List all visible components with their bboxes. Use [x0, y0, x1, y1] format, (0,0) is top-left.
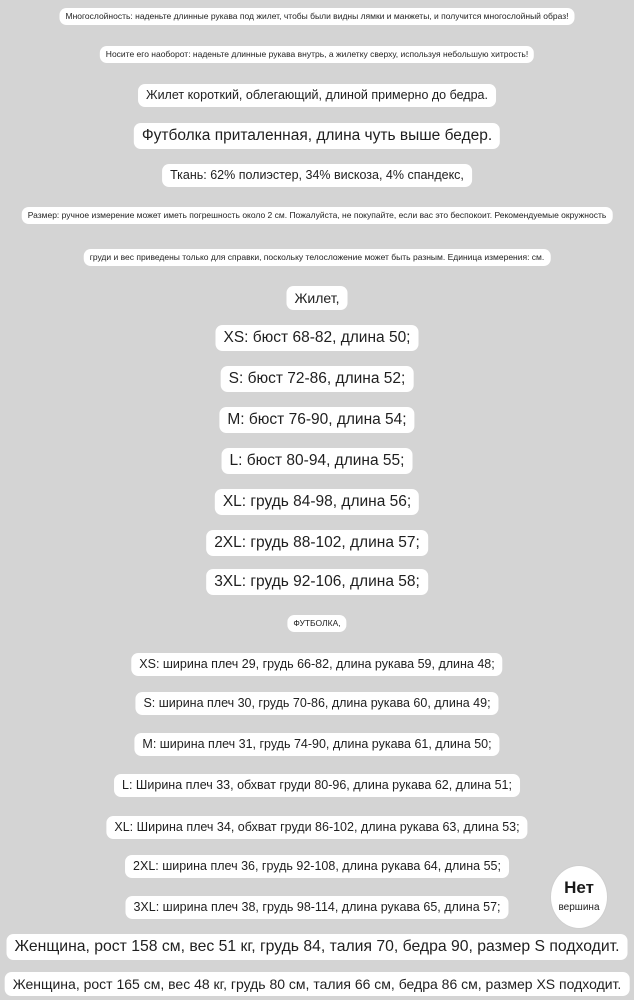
tshirt-size-xs: XS: ширина плеч 29, грудь 66-82, длина рукава 59, длина 48; — [131, 653, 502, 676]
vest-size-xs: XS: бюст 68-82, длина 50; — [216, 325, 419, 351]
back-to-top-button[interactable] — [551, 866, 607, 928]
tshirt-size-xl: XL: Ширина плеч 34, обхват груди 86-102, длина рукава 63, длина 53; — [106, 816, 527, 839]
vest-size-l: L: бюст 80-94, длина 55; — [222, 448, 413, 474]
tshirt-size-s: S: ширина плеч 30, грудь 70-86, длина рукава 60, длина 49; — [135, 692, 498, 715]
section-heading-tshirt: ФУТБОЛКА, — [287, 615, 346, 632]
text-line-tshirt-fit: Футболка приталенная, длина чуть выше бедер. — [134, 123, 500, 149]
tshirt-size-l: L: Ширина плеч 33, обхват груди 80-96, длина рукава 62, длина 51; — [114, 774, 520, 797]
text-line-layering: Многослойность: наденьте длинные рукава под жилет, чтобы были видны лямки и манжеты, и получится многослойный образ! — [59, 8, 574, 25]
back-to-top-label-sub: вершина — [558, 902, 600, 913]
text-line-size-note-2: груди и вес приведены только для справки, поскольку телосложение может быть разным. Единица измерения: см. — [84, 249, 551, 266]
text-line-size-note-1: Размер: ручное измерение может иметь погрешность около 2 см. Пожалуйста, не покупайте, если вас это беспокоит. Рекомендуемые окружность — [22, 207, 613, 224]
back-to-top-label-main: Нет — [564, 878, 594, 897]
vest-size-xl: XL: грудь 84-98, длина 56; — [215, 489, 419, 515]
model-fit-size-xs: Женщина, рост 165 см, вес 48 кг, грудь 80 см, талия 66 см, бедра 86 см, размер XS подходит. — [5, 972, 630, 996]
text-line-wear-reverse: Носите его наоборот: наденьте длинные рукава внутрь, а жилетку сверху, используя небольшую хитрость! — [100, 46, 534, 63]
tshirt-size-m: M: ширина плеч 31, грудь 74-90, длина рукава 61, длина 50; — [134, 733, 499, 756]
vest-size-s: S: бюст 72-86, длина 52; — [221, 366, 414, 392]
tshirt-size-3xl: 3XL: ширина плеч 38, грудь 98-114, длина рукава 65, длина 57; — [125, 896, 508, 919]
vest-size-3xl: 3XL: грудь 92-106, длина 58; — [206, 569, 428, 595]
text-line-fabric: Ткань: 62% полиэстер, 34% вискоза, 4% спандекс, — [162, 164, 472, 187]
text-line-vest-fit: Жилет короткий, облегающий, длиной примерно до бедра. — [138, 84, 496, 107]
vest-size-m: M: бюст 76-90, длина 54; — [219, 407, 414, 433]
vest-size-2xl: 2XL: грудь 88-102, длина 57; — [206, 530, 428, 556]
model-fit-size-s: Женщина, рост 158 см, вес 51 кг, грудь 84, талия 70, бедра 90, размер S подходит. — [7, 934, 628, 960]
section-heading-vest: Жилет, — [287, 286, 348, 310]
tshirt-size-2xl: 2XL: ширина плеч 36, грудь 92-108, длина рукава 64, длина 55; — [125, 855, 509, 878]
